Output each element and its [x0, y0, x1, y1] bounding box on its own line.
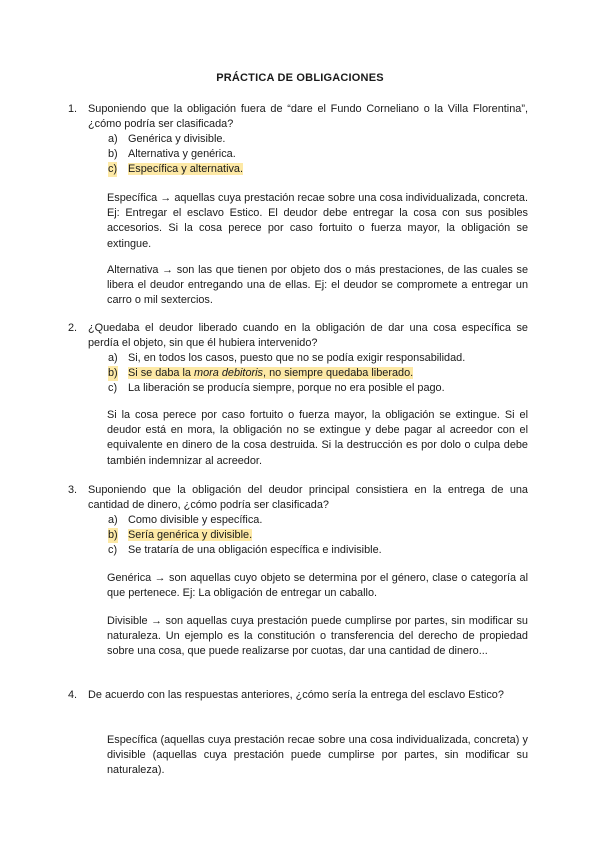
question-2: [68, 321, 528, 396]
question-text: Suponiendo que la obligación del deudor principal consistiera en la entrega de una cantidad de dinero, ¿cómo podría ser clasificada?: [88, 484, 528, 511]
question-text: Suponiendo que la obligación fuera de “dare el Fundo Corneliano o la Villa Florentina”, ¿cómo podría ser clasificada?: [88, 103, 528, 130]
explanation-estico: Específica (aquellas cuya prestación recae sobre una cosa individualizada, concreta) y divisible (aquellas cuya prestación puede cumplirse por partes, sin modificar su naturaleza).: [107, 734, 528, 777]
explanation-alternativa: Alternativa → son las que tienen por objeto dos o más prestaciones, de las cuales se libera el deudor entregando una de ellas. Ej: el deudor se compromete a entregar un carro o mil sextercios.: [107, 264, 528, 307]
explanation-especifica: Específica → aquellas cuya prestación recae sobre una cosa individualizada, concreta. Ej: Entregar el esclavo Estico. El deudor debe entregar la cosa con sus posibles accesorios. Si la cosa perece por caso fortuito o fuerza mayor, la obligación se extingue.: [107, 192, 528, 250]
option-a: a) Genérica y divisible.: [108, 133, 226, 145]
explanation-generica: Genérica → son aquellas cuyo objeto se determina por el género, clase o categoría al que pertenece. Ej: La obligación de entregar un caballo.: [107, 572, 528, 600]
question-number: 3.: [68, 484, 78, 496]
option-a: a) Si, en todos los casos, puesto que no se podía exigir responsabilidad.: [108, 352, 466, 364]
question-3: [68, 483, 528, 558]
question-text: De acuerdo con las respuestas anteriores, ¿cómo sería la entrega del esclavo Estico?: [88, 689, 504, 701]
option-c: c) La liberación se producía siempre, porque no era posible el pago.: [108, 382, 445, 394]
option-list: [88, 351, 528, 396]
option-c-answer: c) Específica y alternativa.: [108, 163, 244, 175]
option-b: b) Alternativa y genérica.: [108, 148, 236, 160]
explanation-divisible: Divisible → son aquellas cuya prestación puede cumplirse por partes, sin modificar su naturaleza. Un ejemplo es la constitución o transferencia del derecho de propiedad sobre una cosa, que puede realizarse por cuotas, dar una cantidad de dinero...: [107, 615, 528, 658]
option-list: [88, 132, 528, 177]
question-4: [68, 688, 528, 703]
option-a: a) Como divisible y específica.: [108, 514, 263, 526]
question-number: 4.: [68, 689, 78, 701]
explanation-perdida: Si la cosa perece por caso fortuito o fuerza mayor, la obligación se extingue. Si el deudor está en mora, la obligación no se extingue y debe pagar al acreedor con el equivalente en dinero de la cosa destruida. Si la destrucción es por dolo o culpa debe también indemnizar al acreedor.: [107, 409, 528, 467]
page-title: PRÁCTICA DE OBLIGACIONES: [216, 72, 384, 84]
option-c: c) Se trataría de una obligación específica e indivisible.: [108, 544, 382, 556]
option-b-answer: b) Sería genérica y divisible.: [108, 529, 253, 541]
question-1: [68, 102, 528, 177]
question-number: 1.: [68, 103, 78, 115]
option-list: [88, 513, 528, 558]
option-b-answer: b) Si se daba la mora debitoris, no siempre quedaba liberado.: [108, 367, 414, 379]
question-number: 2.: [68, 322, 78, 334]
question-text: ¿Quedaba el deudor liberado cuando en la obligación de dar una cosa específica se perdía el objeto, sin que él hubiera intervenido?: [88, 322, 528, 349]
